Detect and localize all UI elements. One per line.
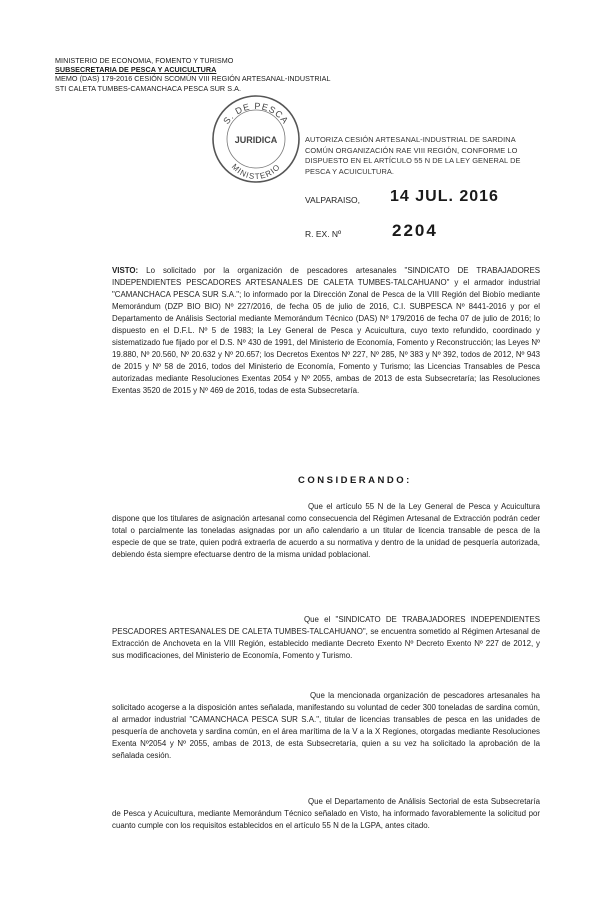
considerando-heading: CONSIDERANDO: xyxy=(298,475,412,486)
ministry-name: MINISTERIO DE ECONOMIA, FOMENTO Y TURISMO xyxy=(55,56,234,65)
considerando-paragraph-4: Que el Departamento de Análisis Sectorial de esta Subsecretaría de Pesca y Acuicultura, mediante Memorándum Técnico señalado en Visto, ha informado favorablemente la solicitud por cuanto cumple con los requisitos establecidos en el artículo 55 N de la LGPA, antes citado. xyxy=(112,797,540,830)
visto-label: VISTO: xyxy=(112,266,139,275)
considerando-paragraph-2: Que el "SINDICATO DE TRABAJADORES INDEPENDIENTES PESCADORES ARTESANALES DE CALETA TUMBES-TALCAHUANO", se encuentra sometido al Régimen Artesanal de Extracción de Anchoveta en la VIII Región, establecido mediante Decreto Exento Nº Decreto Exento Nº 227 de 2012, y sus modificaciones, del Ministerio de Economía, Fomento y Turismo. xyxy=(112,615,540,660)
resolution-number: 2204 xyxy=(392,221,438,240)
date-stamp: 14 JUL. 2016 xyxy=(390,188,499,205)
official-stamp xyxy=(209,92,303,186)
considerando-paragraph-3: Que la mencionada organización de pescadores artesanales ha solicitado acogerse a la disposición antes señalada, manifestando su voluntad de ceder 300 toneladas de sardina común, al armador industrial "CAMANCHACA PESCA SUR S.A.", titular de licencias transables de pesca en las unidades de pesquería de anchoveta y sardina común, en el área marítima de la V a la X Regiones, otorgadas mediante Resoluciones Exenta Nº2054 y Nº 2055, ambas de 2013, de esta Subsecretaría, quien a su vez ha solicitado la aprobación de la señalada cesión. xyxy=(112,691,540,760)
stamp-text-top: S. DE PESCA xyxy=(221,100,291,127)
case-reference: STI CALETA TUMBES-CAMANCHACA PESCA SUR S.A. xyxy=(55,83,242,93)
place-label: VALPARAISO, xyxy=(305,195,360,205)
rex-label: R. EX. Nº xyxy=(305,229,342,239)
stamp-text-center: JURIDICA xyxy=(234,135,278,145)
subsecretaria-name: SUBSECRETARIA DE PESCA Y ACUICULTURA xyxy=(55,65,217,75)
considerando-paragraph-1: Que el artículo 55 N de la Ley General de Pesca y Acuicultura dispone que los titulares de asignación artesanal como consecuencia del Régimen Artesanal de Extracción podrán ceder total o parcialmente las toneladas asignadas por un año calendario a un titular de licencia transable de pesca de la especie de que se trate, quien podrá extraerla de acuerdo a su normativa y dentro de la unidad de pesquería autorizada, debiendo ésta siempre efectuarse dentro de la misma unidad poblacional. xyxy=(112,502,540,559)
stamp-text-bottom: MINISTERIO xyxy=(229,162,283,182)
visto-paragraph xyxy=(112,265,540,397)
letterhead xyxy=(55,56,331,93)
resolution-title: AUTORIZA CESIÓN ARTESANAL-INDUSTRIAL DE SARDINA COMÚN ORGANIZACIÓN RAE VIII REGIÓN, CONFORME LO DISPUESTO EN EL ARTÍCULO 55 N DE LA LEY GENERAL DE PESCA Y ACUICULTURA. xyxy=(305,135,521,176)
memo-reference: MEMO (DAS) 179-2016 CESIÓN SCOMÚN VIII REGIÓN ARTESANAL-INDUSTRIAL xyxy=(55,74,331,84)
visto-text: Lo solicitado por la organización de pescadores artesanales "SINDICATO DE TRABAJADORES INDEPENDIENTES PESCADORES ARTESANALES DE CALETA TUMBES-TALCAHUANO" y el armador industrial "CAMANCHACA PESCA SUR S.A."; lo informado por la Dirección Zonal de Pesca de la VIII Región del Biobío mediante Memorándum (DZP BIO BIO) Nº 227/2016, de fecha 05 de julio de 2016, C.I. SUBPESCA Nº 8441-2016 y por el Departamento de Análisis Sectorial mediante Memorándum Técnico (DAS) Nº 179/2016 de fecha 07 de julio de 2016; lo dispuesto en el D.F.L. Nº 5 de 1983; la Ley General de Pesca y Acuicultura, cuyo texto refundido, coordinado y sistematizado fue fijado por el D.S. Nº 430 de 1991, del Ministerio de Economía, Fomento y Reconstrucción; las Leyes Nº 19.880, Nº 20.560, Nº 20.632 y Nº 20.657; los Decretos Exentos Nº 227, Nº 285, Nº 383 y Nº 392, todos de 2012, Nº 943 de 2015 y Nº 58 de 2016, todos del Ministerio de Economía, Fomento y Turismo; las Licencias Transables de Pesca autorizadas mediante Resoluciones Exentas 2054 y Nº 2055, ambas de 2013 de esta Subsecretaría; las Resoluciones Exentas 3520 de 2015 y Nº 469 de 2016, todas de esta Subsecretaría. xyxy=(112,266,540,395)
